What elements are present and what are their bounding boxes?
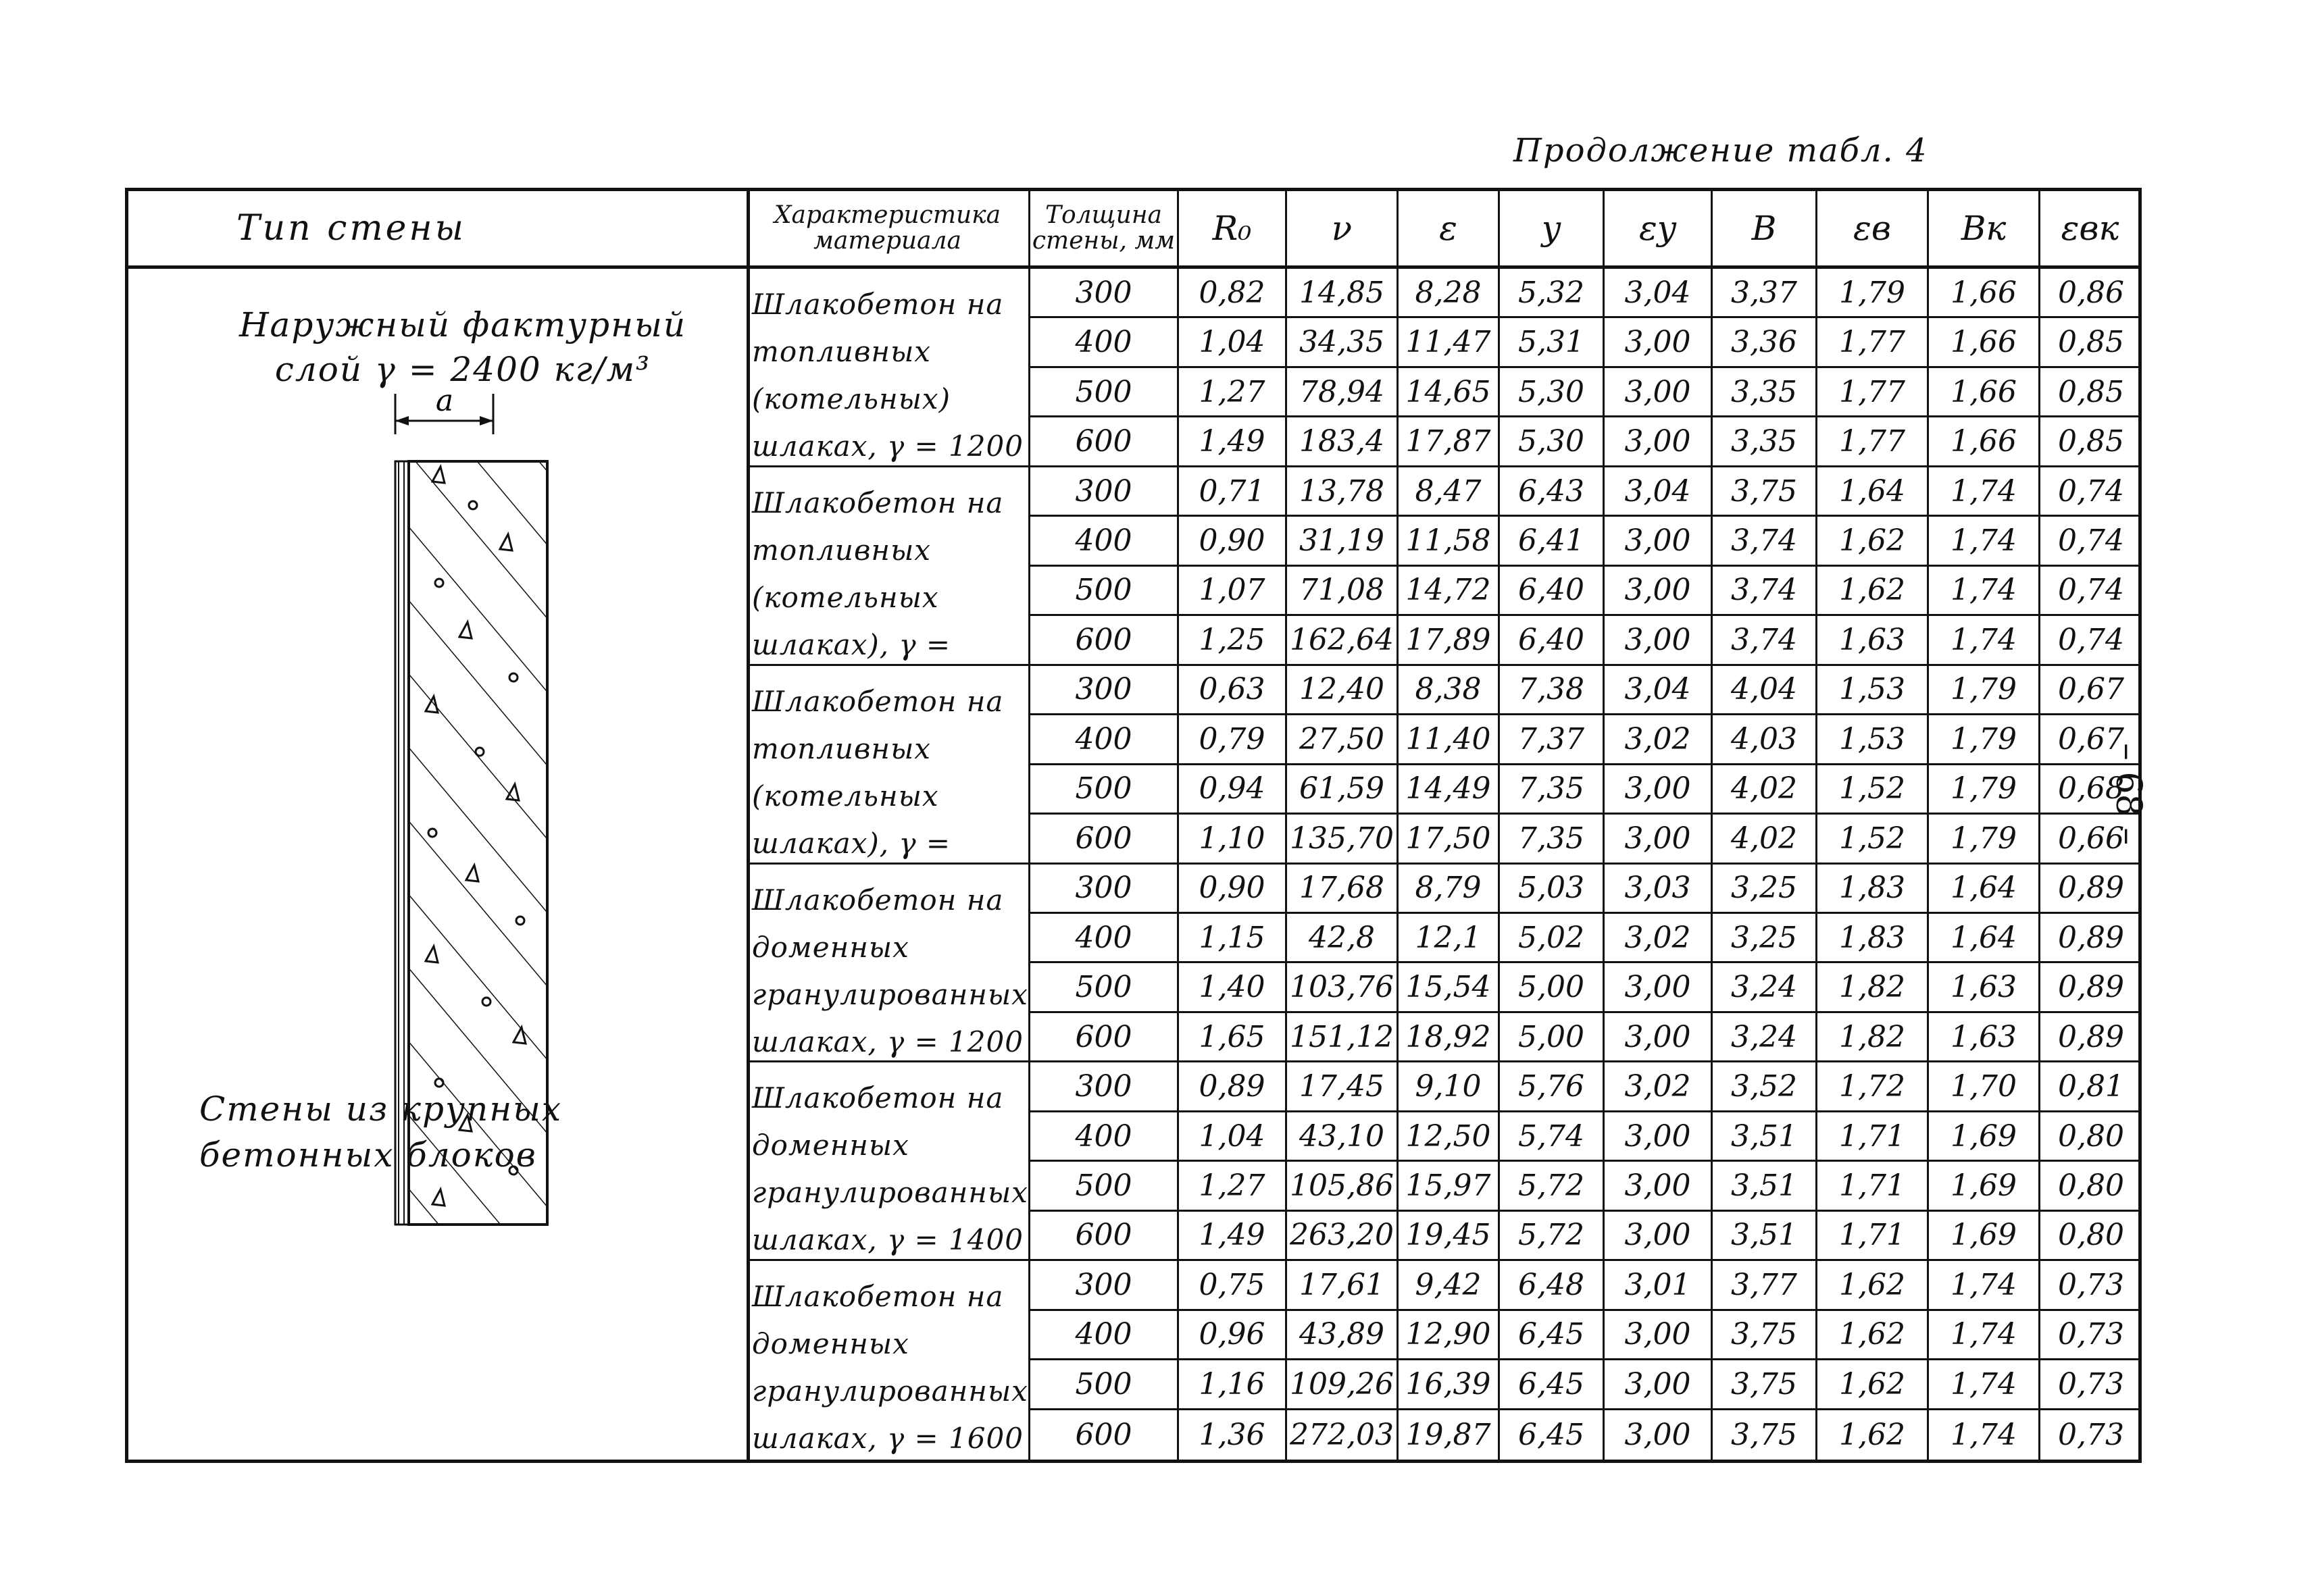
value-cell: 1,77: [1817, 417, 1929, 467]
value-cell: 3,00: [1605, 1212, 1713, 1261]
value-cell: 1,63: [1929, 1013, 2040, 1062]
value-cell: 3,52: [1713, 1062, 1817, 1112]
value-cell: 1,74: [1929, 467, 2040, 517]
value-cell: 0,85: [2040, 368, 2142, 417]
value-cell: 5,72: [1500, 1162, 1605, 1211]
thickness-cell: 400: [1030, 1112, 1179, 1162]
material-cell: Шлакобетон на топливных (котельных шлаках), γ =: [747, 467, 1030, 666]
value-cell: 1,27: [1179, 1162, 1287, 1211]
thickness-cell: 600: [1030, 1410, 1179, 1460]
value-cell: 3,00: [1605, 1410, 1713, 1460]
value-cell: 5,02: [1500, 914, 1605, 963]
value-cell: 3,00: [1605, 1162, 1713, 1211]
value-cell: 0,66: [2040, 815, 2142, 864]
value-cell: 27,50: [1287, 715, 1399, 765]
value-cell: 1,82: [1817, 1013, 1929, 1062]
material-cell: Шлакобетон на доменных гранулированных шлаках, γ = 1400: [747, 1062, 1030, 1261]
value-cell: 0,68: [2040, 765, 2142, 815]
value-cell: 3,00: [1605, 765, 1713, 815]
value-cell: 3,74: [1713, 616, 1817, 665]
value-cell: 17,45: [1287, 1062, 1399, 1112]
value-cell: 3,74: [1713, 517, 1817, 566]
value-cell: 1,66: [1929, 269, 2040, 318]
value-cell: 3,00: [1605, 368, 1713, 417]
value-cell: 9,42: [1399, 1261, 1500, 1310]
value-cell: 1,40: [1179, 963, 1287, 1012]
header-epsilon-y: εy: [1605, 191, 1713, 269]
value-cell: 1,65: [1179, 1013, 1287, 1062]
thickness-cell: 300: [1030, 269, 1179, 318]
value-cell: 272,03: [1287, 1410, 1399, 1460]
value-cell: 3,04: [1605, 269, 1713, 318]
header-bk: Bк: [1929, 191, 2040, 269]
wall-type-name: Стены из крупных бетонных блоков: [199, 1089, 563, 1175]
value-cell: 0,73: [2040, 1311, 2142, 1360]
value-cell: 263,20: [1287, 1212, 1399, 1261]
value-cell: 11,58: [1399, 517, 1500, 566]
value-cell: 1,16: [1179, 1360, 1287, 1410]
value-cell: 1,52: [1817, 765, 1929, 815]
value-cell: 1,07: [1179, 567, 1287, 616]
thickness-cell: 500: [1030, 368, 1179, 417]
values-grid: [747, 191, 2138, 1460]
value-cell: 3,75: [1713, 1360, 1817, 1410]
value-cell: 1,69: [1929, 1112, 2040, 1162]
value-cell: 3,02: [1605, 715, 1713, 765]
value-cell: 14,72: [1399, 567, 1500, 616]
value-cell: 3,51: [1713, 1212, 1817, 1261]
value-cell: 8,79: [1399, 865, 1500, 914]
value-cell: 3,04: [1605, 666, 1713, 715]
thickness-cell: 400: [1030, 318, 1179, 367]
value-cell: 1,71: [1817, 1162, 1929, 1211]
value-cell: 1,79: [1929, 666, 2040, 715]
value-cell: 1,15: [1179, 914, 1287, 963]
value-cell: 13,78: [1287, 467, 1399, 517]
value-cell: 3,24: [1713, 1013, 1817, 1062]
value-cell: 105,86: [1287, 1162, 1399, 1211]
value-cell: 1,77: [1817, 318, 1929, 367]
value-cell: 3,00: [1605, 1360, 1713, 1410]
value-cell: 135,70: [1287, 815, 1399, 864]
value-cell: 1,74: [1929, 517, 2040, 566]
value-cell: 6,40: [1500, 616, 1605, 665]
thickness-cell: 300: [1030, 467, 1179, 517]
value-cell: 5,30: [1500, 417, 1605, 467]
value-cell: 1,69: [1929, 1212, 2040, 1261]
value-cell: 0,71: [1179, 467, 1287, 517]
value-cell: 18,92: [1399, 1013, 1500, 1062]
value-cell: 0,74: [2040, 517, 2142, 566]
value-cell: 0,89: [2040, 914, 2142, 963]
value-cell: 3,01: [1605, 1261, 1713, 1310]
value-cell: 0,74: [2040, 567, 2142, 616]
value-cell: 0,90: [1179, 517, 1287, 566]
value-cell: 12,1: [1399, 914, 1500, 963]
value-cell: 3,25: [1713, 865, 1817, 914]
value-cell: 43,89: [1287, 1311, 1399, 1360]
thickness-cell: 600: [1030, 1013, 1179, 1062]
value-cell: 1,04: [1179, 318, 1287, 367]
value-cell: 34,35: [1287, 318, 1399, 367]
value-cell: 3,74: [1713, 567, 1817, 616]
value-cell: 1,53: [1817, 666, 1929, 715]
value-cell: 3,00: [1605, 1112, 1713, 1162]
value-cell: 0,89: [2040, 865, 2142, 914]
value-cell: 0,67: [2040, 666, 2142, 715]
value-cell: 0,74: [2040, 467, 2142, 517]
value-cell: 19,45: [1399, 1212, 1500, 1261]
value-cell: 0,81: [2040, 1062, 2142, 1112]
thickness-cell: 600: [1030, 1212, 1179, 1261]
value-cell: 5,72: [1500, 1212, 1605, 1261]
value-cell: 0,96: [1179, 1311, 1287, 1360]
value-cell: 0,89: [1179, 1062, 1287, 1112]
thickness-cell: 400: [1030, 914, 1179, 963]
value-cell: 3,00: [1605, 616, 1713, 665]
value-cell: 0,73: [2040, 1360, 2142, 1410]
value-cell: 0,86: [2040, 269, 2142, 318]
value-cell: 7,37: [1500, 715, 1605, 765]
facing-layer-title: Наружный фактурный слой γ = 2400 кг/м³: [238, 305, 687, 389]
value-cell: 1,82: [1817, 963, 1929, 1012]
value-cell: 4,03: [1713, 715, 1817, 765]
thickness-cell: 500: [1030, 1162, 1179, 1211]
thickness-cell: 600: [1030, 616, 1179, 665]
value-cell: 1,79: [1929, 815, 2040, 864]
value-cell: 0,73: [2040, 1261, 2142, 1310]
value-cell: 1,77: [1817, 368, 1929, 417]
value-cell: 1,70: [1929, 1062, 2040, 1112]
thickness-cell: 600: [1030, 417, 1179, 467]
header-epsilon-b: εв: [1817, 191, 1929, 269]
thickness-cell: 400: [1030, 715, 1179, 765]
value-cell: 7,38: [1500, 666, 1605, 715]
dimension-label: a: [435, 394, 454, 418]
thickness-cell: 500: [1030, 963, 1179, 1012]
value-cell: 6,48: [1500, 1261, 1605, 1310]
value-cell: 1,79: [1817, 269, 1929, 318]
value-cell: 0,63: [1179, 666, 1287, 715]
value-cell: 1,66: [1929, 318, 2040, 367]
header-y: y: [1500, 191, 1605, 269]
value-cell: 3,02: [1605, 914, 1713, 963]
value-cell: 3,03: [1605, 865, 1713, 914]
value-cell: 8,47: [1399, 467, 1500, 517]
wall-type-column: [128, 191, 750, 1460]
value-cell: 3,35: [1713, 368, 1817, 417]
value-cell: 1,52: [1817, 815, 1929, 864]
value-cell: 3,24: [1713, 963, 1817, 1012]
material-cell: Шлакобетон на доменных гранулированных шлаках, γ = 1200: [747, 865, 1030, 1063]
value-cell: 17,89: [1399, 616, 1500, 665]
header-epsilon: ε: [1399, 191, 1500, 269]
header-material: Характеристика материала: [747, 191, 1030, 269]
table-caption: Продолжение табл. 4: [1513, 132, 1928, 170]
value-cell: 0,89: [2040, 1013, 2142, 1062]
value-cell: 0,90: [1179, 865, 1287, 914]
thickness-cell: 400: [1030, 517, 1179, 566]
value-cell: 1,79: [1929, 715, 2040, 765]
material-cell: Шлакобетон на доменных гранулированных шлаках, γ = 1600: [747, 1261, 1030, 1460]
value-cell: 5,30: [1500, 368, 1605, 417]
value-cell: 16,39: [1399, 1360, 1500, 1410]
value-cell: 0,80: [2040, 1112, 2142, 1162]
value-cell: 0,94: [1179, 765, 1287, 815]
value-cell: 3,35: [1713, 417, 1817, 467]
value-cell: 17,87: [1399, 417, 1500, 467]
value-cell: 3,00: [1605, 318, 1713, 367]
value-cell: 183,4: [1287, 417, 1399, 467]
thickness-cell: 500: [1030, 567, 1179, 616]
value-cell: 1,74: [1929, 616, 2040, 665]
value-cell: 0,74: [2040, 616, 2142, 665]
value-cell: 6,41: [1500, 517, 1605, 566]
value-cell: 3,37: [1713, 269, 1817, 318]
value-cell: 12,40: [1287, 666, 1399, 715]
header-b: B: [1713, 191, 1817, 269]
value-cell: 1,71: [1817, 1112, 1929, 1162]
value-cell: 42,8: [1287, 914, 1399, 963]
value-cell: 1,62: [1817, 1360, 1929, 1410]
value-cell: 1,74: [1929, 1360, 2040, 1410]
value-cell: 1,74: [1929, 1311, 2040, 1360]
value-cell: 3,00: [1605, 1013, 1713, 1062]
value-cell: 3,00: [1605, 567, 1713, 616]
value-cell: 1,74: [1929, 567, 2040, 616]
value-cell: 1,71: [1817, 1212, 1929, 1261]
value-cell: 3,51: [1713, 1162, 1817, 1211]
value-cell: 3,00: [1605, 963, 1713, 1012]
value-cell: 14,49: [1399, 765, 1500, 815]
value-cell: 3,00: [1605, 815, 1713, 864]
value-cell: 1,49: [1179, 1212, 1287, 1261]
value-cell: 1,69: [1929, 1162, 2040, 1211]
value-cell: 7,35: [1500, 765, 1605, 815]
value-cell: 3,75: [1713, 467, 1817, 517]
value-cell: 1,83: [1817, 865, 1929, 914]
value-cell: 6,45: [1500, 1360, 1605, 1410]
value-cell: 6,45: [1500, 1410, 1605, 1460]
value-cell: 3,51: [1713, 1112, 1817, 1162]
value-cell: 14,65: [1399, 368, 1500, 417]
value-cell: 1,63: [1817, 616, 1929, 665]
material-cell: Шлакобетон на топливных (котельных) шлаках, γ = 1200: [747, 269, 1030, 467]
value-cell: 11,40: [1399, 715, 1500, 765]
thickness-cell: 300: [1030, 666, 1179, 715]
value-cell: 0,67: [2040, 715, 2142, 765]
thickness-cell: 300: [1030, 865, 1179, 914]
thickness-cell: 600: [1030, 815, 1179, 864]
value-cell: 151,12: [1287, 1013, 1399, 1062]
thickness-cell: 300: [1030, 1062, 1179, 1112]
data-table: [125, 188, 2142, 1463]
value-cell: 0,82: [1179, 269, 1287, 318]
value-cell: 61,59: [1287, 765, 1399, 815]
value-cell: 1,74: [1929, 1261, 2040, 1310]
value-cell: 31,19: [1287, 517, 1399, 566]
value-cell: 17,61: [1287, 1261, 1399, 1310]
value-cell: 5,74: [1500, 1112, 1605, 1162]
value-cell: 1,62: [1817, 1311, 1929, 1360]
value-cell: 1,83: [1817, 914, 1929, 963]
value-cell: 1,49: [1179, 417, 1287, 467]
value-cell: 71,08: [1287, 567, 1399, 616]
value-cell: 0,79: [1179, 715, 1287, 765]
value-cell: 15,97: [1399, 1162, 1500, 1211]
value-cell: 5,00: [1500, 1013, 1605, 1062]
value-cell: 0,85: [2040, 318, 2142, 367]
thickness-cell: 500: [1030, 765, 1179, 815]
value-cell: 43,10: [1287, 1112, 1399, 1162]
thickness-cell: 500: [1030, 1360, 1179, 1410]
value-cell: 0,85: [2040, 417, 2142, 467]
value-cell: 15,54: [1399, 963, 1500, 1012]
value-cell: 3,04: [1605, 467, 1713, 517]
header-thickness: Толщина стены, мм: [1030, 191, 1179, 269]
value-cell: 5,31: [1500, 318, 1605, 367]
value-cell: 9,10: [1399, 1062, 1500, 1112]
value-cell: 1,66: [1929, 368, 2040, 417]
value-cell: 1,63: [1929, 963, 2040, 1012]
value-cell: 0,80: [2040, 1162, 2142, 1211]
value-cell: 1,62: [1817, 517, 1929, 566]
value-cell: 4,02: [1713, 815, 1817, 864]
value-cell: 12,50: [1399, 1112, 1500, 1162]
value-cell: 5,32: [1500, 269, 1605, 318]
header-nu: ν: [1287, 191, 1399, 269]
value-cell: 8,38: [1399, 666, 1500, 715]
value-cell: 0,75: [1179, 1261, 1287, 1310]
value-cell: 1,25: [1179, 616, 1287, 665]
value-cell: 1,72: [1817, 1062, 1929, 1112]
value-cell: 19,87: [1399, 1410, 1500, 1460]
value-cell: 109,26: [1287, 1360, 1399, 1410]
value-cell: 1,62: [1817, 1410, 1929, 1460]
value-cell: 1,64: [1929, 914, 2040, 963]
value-cell: 6,43: [1500, 467, 1605, 517]
value-cell: 0,89: [2040, 963, 2142, 1012]
value-cell: 1,74: [1929, 1410, 2040, 1460]
thickness-cell: 300: [1030, 1261, 1179, 1310]
value-cell: 14,85: [1287, 269, 1399, 318]
value-cell: 103,76: [1287, 963, 1399, 1012]
value-cell: 1,64: [1817, 467, 1929, 517]
value-cell: 3,25: [1713, 914, 1817, 963]
value-cell: 7,35: [1500, 815, 1605, 864]
material-cell: Шлакобетон на топливных (котельных шлаках), γ =: [747, 666, 1030, 865]
value-cell: 1,10: [1179, 815, 1287, 864]
wall-type-header: Тип стены: [128, 191, 747, 269]
value-cell: 3,02: [1605, 1062, 1713, 1112]
value-cell: 5,00: [1500, 963, 1605, 1012]
value-cell: 17,50: [1399, 815, 1500, 864]
value-cell: 1,53: [1817, 715, 1929, 765]
value-cell: 3,77: [1713, 1261, 1817, 1310]
value-cell: 11,47: [1399, 318, 1500, 367]
header-r0: R₀: [1179, 191, 1287, 269]
header-epsilon-bk: εвк: [2040, 191, 2142, 269]
value-cell: 17,68: [1287, 865, 1399, 914]
value-cell: 3,00: [1605, 517, 1713, 566]
value-cell: 1,62: [1817, 1261, 1929, 1310]
value-cell: 1,64: [1929, 865, 2040, 914]
value-cell: 4,02: [1713, 765, 1817, 815]
value-cell: 1,04: [1179, 1112, 1287, 1162]
value-cell: 1,27: [1179, 368, 1287, 417]
value-cell: 0,80: [2040, 1212, 2142, 1261]
thickness-cell: 400: [1030, 1311, 1179, 1360]
value-cell: 78,94: [1287, 368, 1399, 417]
value-cell: 8,28: [1399, 269, 1500, 318]
value-cell: 3,00: [1605, 1311, 1713, 1360]
value-cell: 162,64: [1287, 616, 1399, 665]
value-cell: 1,62: [1817, 567, 1929, 616]
value-cell: 3,36: [1713, 318, 1817, 367]
value-cell: 0,73: [2058, 1417, 2124, 1452]
value-cell: 1,79: [1929, 765, 2040, 815]
page-number: – 68 –: [2108, 743, 2148, 846]
value-cell: 1,36: [1179, 1410, 1287, 1460]
value-cell: 3,75: [1713, 1311, 1817, 1360]
value-cell: 3,00: [1605, 417, 1713, 467]
value-cell: 3,75: [1713, 1410, 1817, 1460]
value-cell: 6,40: [1500, 567, 1605, 616]
value-cell: 6,45: [1500, 1311, 1605, 1360]
value-cell: 5,76: [1500, 1062, 1605, 1112]
value-cell: 1,66: [1929, 417, 2040, 467]
value-cell: 12,90: [1399, 1311, 1500, 1360]
value-cell: 5,03: [1500, 865, 1605, 914]
value-cell: 4,04: [1713, 666, 1817, 715]
